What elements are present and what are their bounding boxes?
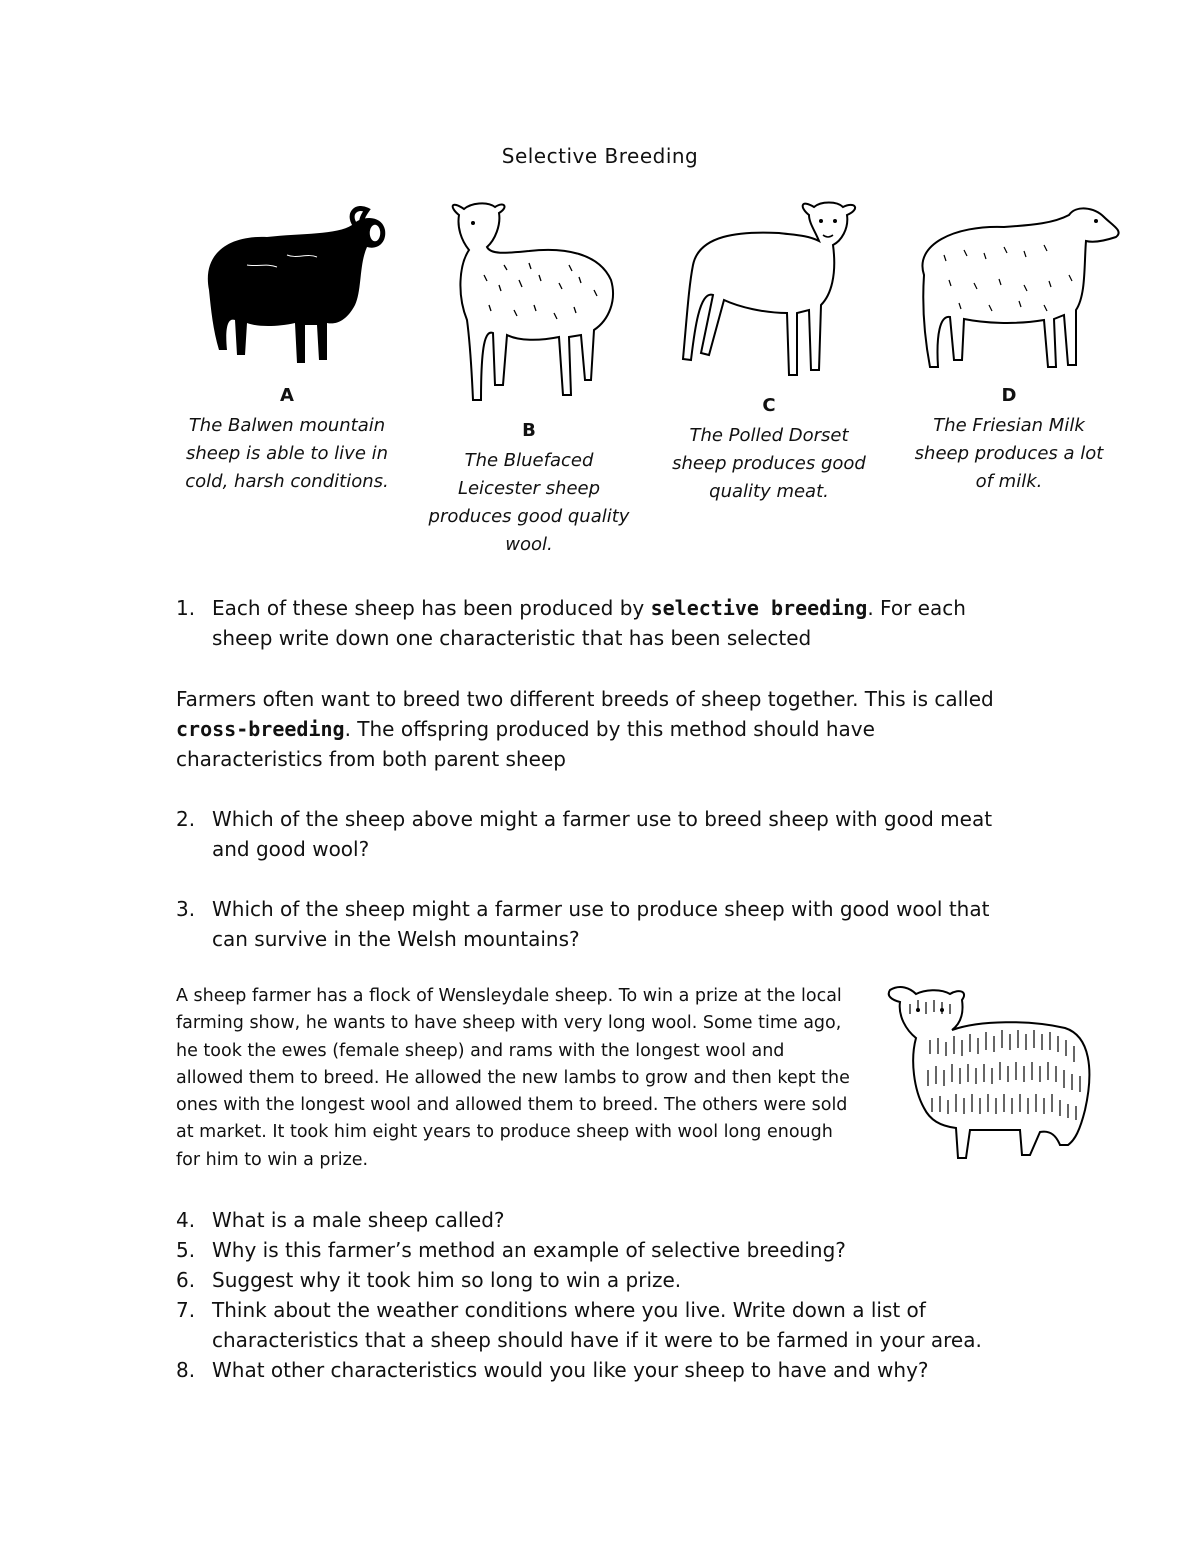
question-number: 8. (176, 1358, 196, 1382)
sheep-card-b (424, 195, 634, 559)
sheep-letter-c: C (762, 395, 776, 416)
sheep-card-d (904, 195, 1114, 496)
question-text: Think about the weather conditions where you live. Write down a list of characteristics that a sheep should have if it were to be farmed in your area. (212, 1298, 982, 1352)
question-text: Which of the sheep might a farmer use to produce sheep with good wool that can survive in the Welsh mountains? (212, 897, 990, 951)
question-text: Each of these sheep has been produced by selective breeding. For each sheep write down one characteristic that has been selected (212, 596, 966, 650)
sheep-letter-a: A (280, 385, 294, 406)
sheep-caption-b: The Bluefaced Leicester sheep produces good quality wool. (428, 450, 630, 555)
question-6 (176, 1265, 1016, 1295)
black-mountain-sheep-illustration (187, 195, 387, 375)
wensleydale-story: A sheep farmer has a flock of Wensleydale sheep. To win a prize at the local farming show, he wants to have sheep with very long wool. Some time ago, he took the ewes (female sheep) and rams with the longest wool and allowed them to breed. He allowed the new lambs to grow and then kept the ones with the longest wool and allowed them to breed. The others were sold at market. It took him eight years to produce sheep with wool long enough for him to win a prize. (176, 986, 850, 1170)
bluefaced-leicester-sheep-illustration (429, 195, 629, 410)
wensleydale-sheep-figure (880, 980, 1100, 1169)
keyword-selective-breeding: selective breeding (650, 596, 868, 620)
question-2 (176, 804, 1016, 864)
friesian-milk-sheep-illustration (904, 195, 1124, 375)
question-number: 2. (176, 807, 196, 831)
cross-breeding-paragraph: Farmers often want to breed two different breeds of sheep together. This is called cross-breeding. The offspring produced by this method should have characteristics from both parent sheep (176, 687, 994, 771)
sheep-card-a (182, 195, 392, 496)
question-number: 5. (176, 1238, 196, 1262)
sheep-letter-d: D (1001, 385, 1017, 406)
page-title: Selective Breeding (501, 144, 699, 168)
question-number: 6. (176, 1268, 196, 1292)
question-number: 1. (176, 596, 196, 620)
question-text: Suggest why it took him so long to win a prize. (212, 1268, 682, 1292)
wensleydale-sheep-illustration (880, 980, 1100, 1165)
question-number: 3. (176, 897, 196, 921)
question-number: 7. (176, 1298, 196, 1322)
question-text: What other characteristics would you like your sheep to have and why? (212, 1358, 929, 1382)
keyword-cross-breeding: cross-breeding (176, 717, 345, 741)
question-5 (176, 1235, 1016, 1265)
question-4 (176, 1205, 1016, 1235)
sheep-illustrations-row (170, 195, 1130, 565)
question-1 (176, 593, 1016, 653)
sheep-card-c (664, 195, 874, 506)
question-number: 4. (176, 1208, 196, 1232)
sheep-caption-c: The Polled Dorset sheep produces good quality meat. (672, 425, 866, 502)
sheep-letter-b: B (522, 420, 536, 441)
question-8 (176, 1355, 1016, 1385)
question-text: Why is this farmer’s method an example of selective breeding? (212, 1238, 846, 1262)
polled-dorset-sheep-illustration (669, 195, 869, 385)
sheep-caption-a: The Balwen mountain sheep is able to live in cold, harsh conditions. (185, 415, 389, 492)
question-text: What is a male sheep called? (212, 1208, 505, 1232)
sheep-caption-d: The Friesian Milk sheep produces a lot of milk. (914, 415, 1104, 492)
question-3 (176, 894, 1016, 954)
question-text: Which of the sheep above might a farmer use to breed sheep with good meat and good wool? (212, 807, 993, 861)
question-7 (176, 1295, 1016, 1355)
